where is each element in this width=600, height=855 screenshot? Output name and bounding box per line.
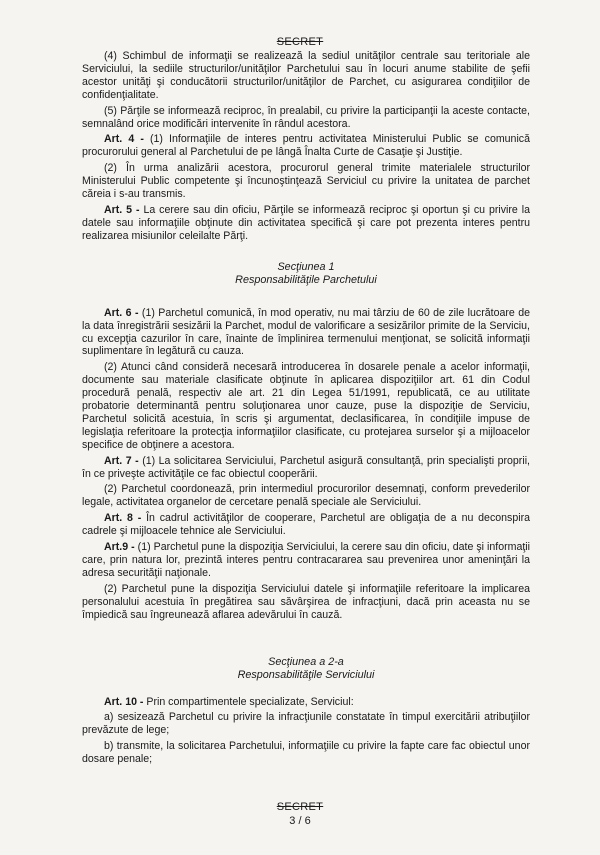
article-label: Art. 8 - [104,512,142,525]
list-item: b) transmite, la solicitarea Parchetului, informaţiile cu privire la fapte care fac obiectul unor dosare penale; [82,740,530,766]
article-label: Art. 7 - [104,454,139,467]
paragraph: (2) În urma analizării acestora, procurorul general trimite materialele structurilor Ministerului Public competente şi încunoştinţează Serviciul cu privire la unitatea de parchet căreia i s-au transmis. [82,162,530,201]
paragraph: Art. 5 - La cerere sau din oficiu, Părţile se informează reciproc şi oportun şi cu privire la datele sau informaţiile obţinute din activitatea specifică şi care pot prezenta interes pentru realizarea misiunilor celeilalte Părţi. [82,203,530,242]
section-1-heading [82,261,530,287]
paragraph: (5) Părţile se informează reciproc, în prealabil, cu privire la participanţii la aceste contacte, semnalând orice modificări intervenite în rândul acestora. [82,104,530,130]
paragraphs-section-1 [82,307,530,622]
paragraph: Art. 8 - În cadrul activităţilor de cooperare, Parchetul are obligaţia de a nu deconspira cadrele şi mijloacele tehnice ale Serviciului. [82,512,530,538]
article-label: Art. 4 - [104,133,144,146]
classification-footer: SECRET [276,801,324,813]
paragraph: Art. 7 - (1) La solicitarea Serviciului, Parchetul asigură consultanţă, prin specialişti proprii, în ce priveşte activităţile ce fac obiectul cooperării. [82,454,530,480]
paragraph: Art. 6 - (1) Parchetul comunică, în mod operativ, nu mai târziu de 60 de zile lucrătoare de la data înregistrării sesizării la Parchet, modul de valorificare a sesizărilor primite de la Serviciu, cu excepţia cazurilor în care, înainte de împlinirea termenului menţionat, se solicită informaţii suplimentare în legătură cu cauza. [82,306,530,358]
section-title: Secţiunea a 2-a [268,655,344,668]
paragraph: Art. 10 - Prin compartimentele specializate, Serviciul: [104,695,354,708]
paragraphs-section-2 [82,696,530,767]
document-body [82,50,530,769]
section-2-heading [82,656,530,682]
section-subtitle: Responsabilităţile Serviciului [237,668,375,681]
paragraph: (2) Parchetul pune la dispoziţia Serviciului datele şi informaţiile referitoare la implicarea personalului acestuia în pregătirea sau săvârşirea de infracţiuni, dacă prin aceasta nu se împiedică sau îngreunează aflarea adevărului în cauză. [82,582,530,621]
paragraph: (2) Parchetul coordonează, prin intermediul procurorilor desemnaţi, conform prevederilor legale, activitatea organelor de cercetare penală speciale ale Serviciului. [82,483,530,509]
article-label: Art.9 - [104,541,135,554]
classification-header: SECRET [276,36,324,48]
article-label: Art. 10 - [104,695,144,708]
paragraphs-top [82,50,530,243]
paragraph: Art.9 - (1) Parchetul pune la dispoziţia Serviciului, la cerere sau din oficiu, date şi informaţii care, prin natura lor, prezintă interes pentru contracararea sau prevenirea unor ameninţări la adresa securităţii naţionale. [82,541,531,579]
paragraph: (2) Atunci când consideră necesară introducerea în dosarele penale a acelor informaţii, documente sau materiale clasificate obţinute în aplicarea dispoziţiilor art. 61 din Codul procedură penală, respectiv ale art. 21 din Legea 51/1991, republicată, ce au utilitate probatorie determinantă pentru soluţionarea unor cauze, puse la dispoziţie de Serviciu, Parchetul solicită acestuia, în scris şi argumentat, declasificarea, în condiţiile impuse de legislaţia referitoare la protecţia informaţiilor clasificate, cu protejarea surselor şi a mijloacelor specifice de obţinere a acestora. [82,361,530,451]
section-subtitle: Responsabilităţile Parchetului [235,273,377,286]
paragraph: (4) Schimbul de informaţii se realizează la sediul unităţilor centrale sau teritoriale ale Serviciului, la sediile structurilor/unităţilor Parchetului sau în locuri anume stabilite de şefii acestor unităţi şi conducătorii structurilor/unităţilor de Parchet, cu asigurarea condiţiilor de confidenţialitate. [82,50,530,101]
page-number: 3 / 6 [289,815,311,827]
list-item: a) sesizează Parchetul cu privire la infracţiunile constatate în timpul exercitării atribuţiilor prevăzute de lege; [82,711,530,737]
article-label: Art. 6 - [104,306,139,319]
paragraph: Art. 4 - (1) Informaţiile de interes pentru activitatea Ministerului Public se comunică procurorului general al Parchetului de pe lângă Înalta Curte de Casaţie şi Justiţie. [82,133,530,159]
article-label: Art. 5 - [104,203,140,216]
section-title: Secţiunea 1 [277,260,335,273]
